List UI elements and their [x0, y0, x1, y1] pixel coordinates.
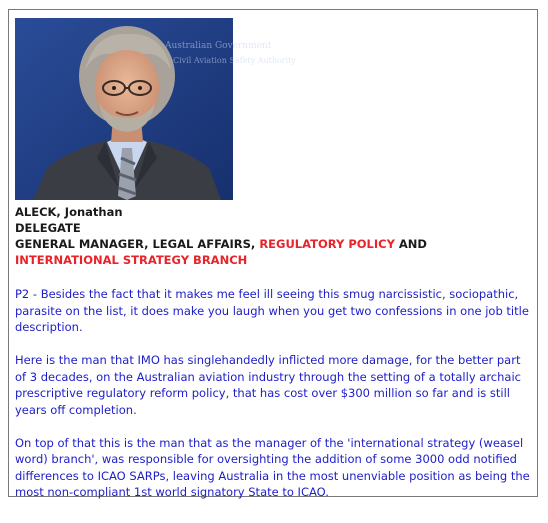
background-sign-text: Australian Government [165, 41, 272, 51]
paragraph: On top of that this is the man that as the manager of the 'international strategy (weasel word) branch', was responsible for oversighting the addition of some 3000 odd notified differences to ICAO SARPs, leaving Australia in the most unenviable position as being the most non-compliant 1st world signatory State to ICAO. [15, 435, 530, 499]
job-title-highlight2: INTERNATIONAL STRATEGY BRANCH [15, 253, 248, 267]
job-title [15, 236, 531, 252]
paragraph: P2 - Besides the fact that it makes me feel ill seeing this smug narcissistic, sociopathic, parasite on the list, it does make you laugh when you get two confessions in one job title description. [15, 287, 529, 334]
commentary [15, 286, 531, 517]
person-name: ALECK, Jonathan [15, 205, 123, 219]
paragraph: Here is the man that IMO has singlehandedly inflicted more damage, for the better part of 3 decades, on the Australian aviation industry through the setting of a totally archaic prescriptive regulatory reform policy, that has cost over $300 million so far and is still years off completion. [15, 353, 521, 417]
job-title-highlight1: REGULATORY POLICY [259, 237, 395, 251]
portrait-photo [15, 18, 296, 200]
background-sign-text-2: Civil Aviation Safety Authority [173, 56, 296, 65]
caption [15, 204, 531, 268]
person-role: DELEGATE [15, 221, 81, 235]
post-frame [8, 9, 538, 497]
job-title-part2: AND [394, 237, 427, 251]
job-title-part1: GENERAL MANAGER, LEGAL AFFAIRS, [15, 237, 260, 251]
